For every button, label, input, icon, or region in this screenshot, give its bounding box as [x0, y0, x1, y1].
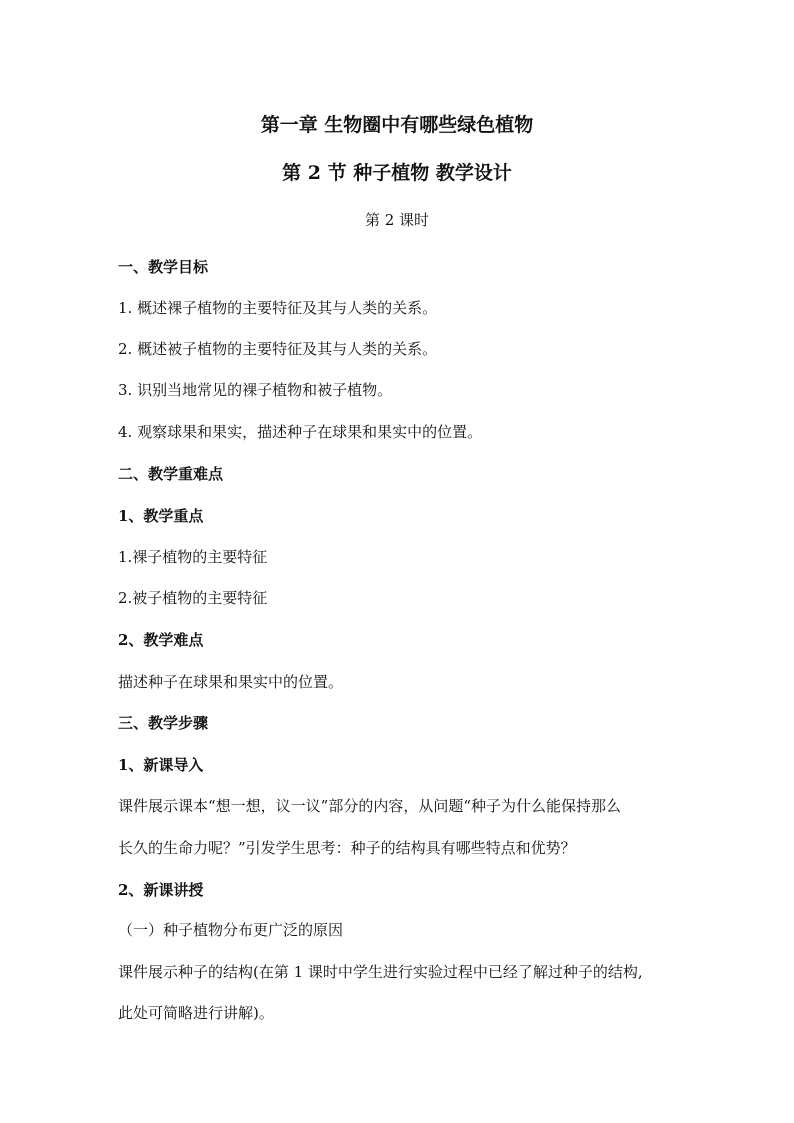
lecture-line: 此处可简略进行讲解)。: [118, 1004, 274, 1022]
chapter-title: 第一章 生物圈中有哪些绿色植物: [260, 114, 534, 136]
intro-line: 课件展示课本“想一想，议一议”部分的内容，从问题“种子为什么能保持那么: [118, 797, 622, 815]
objective-item: 3. 识别当地常见的裸子植物和被子植物。: [118, 381, 393, 399]
focus-heading: 1、教学重点: [118, 507, 204, 525]
difficulty-text: 描述种子在球果和果实中的位置。: [118, 673, 344, 691]
focus-item: 1.裸子植物的主要特征: [118, 548, 268, 566]
section-title: 第 2 节 种子植物 教学设计: [282, 162, 512, 184]
difficulty-heading: 2、教学难点: [118, 631, 204, 649]
objective-item: 1. 概述裸子植物的主要特征及其与人类的关系。: [118, 299, 438, 317]
objective-item: 4. 观察球果和果实，描述种子在球果和果实中的位置。: [118, 423, 483, 441]
lecture-line: 课件展示种子的结构(在第 1 课时中学生进行实验过程中已经了解过种子的结构,: [118, 963, 643, 981]
key-points-heading: 二、教学重难点: [118, 465, 224, 483]
steps-heading: 三、教学步骤: [118, 714, 209, 732]
lecture-heading: 2、新课讲授: [118, 881, 204, 899]
lesson-label: 第 2 课时: [364, 211, 430, 229]
intro-heading: 1、新课导入: [118, 756, 204, 774]
focus-item: 2.被子植物的主要特征: [118, 589, 268, 607]
objective-item: 2. 概述被子植物的主要特征及其与人类的关系。: [118, 340, 438, 358]
objectives-heading: 一、教学目标: [118, 258, 209, 276]
intro-line: 长久的生命力呢？”引发学生思考：种子的结构具有哪些特点和优势？: [118, 839, 576, 857]
lecture-subheading: （一）种子植物分布更广泛的原因: [118, 921, 344, 939]
